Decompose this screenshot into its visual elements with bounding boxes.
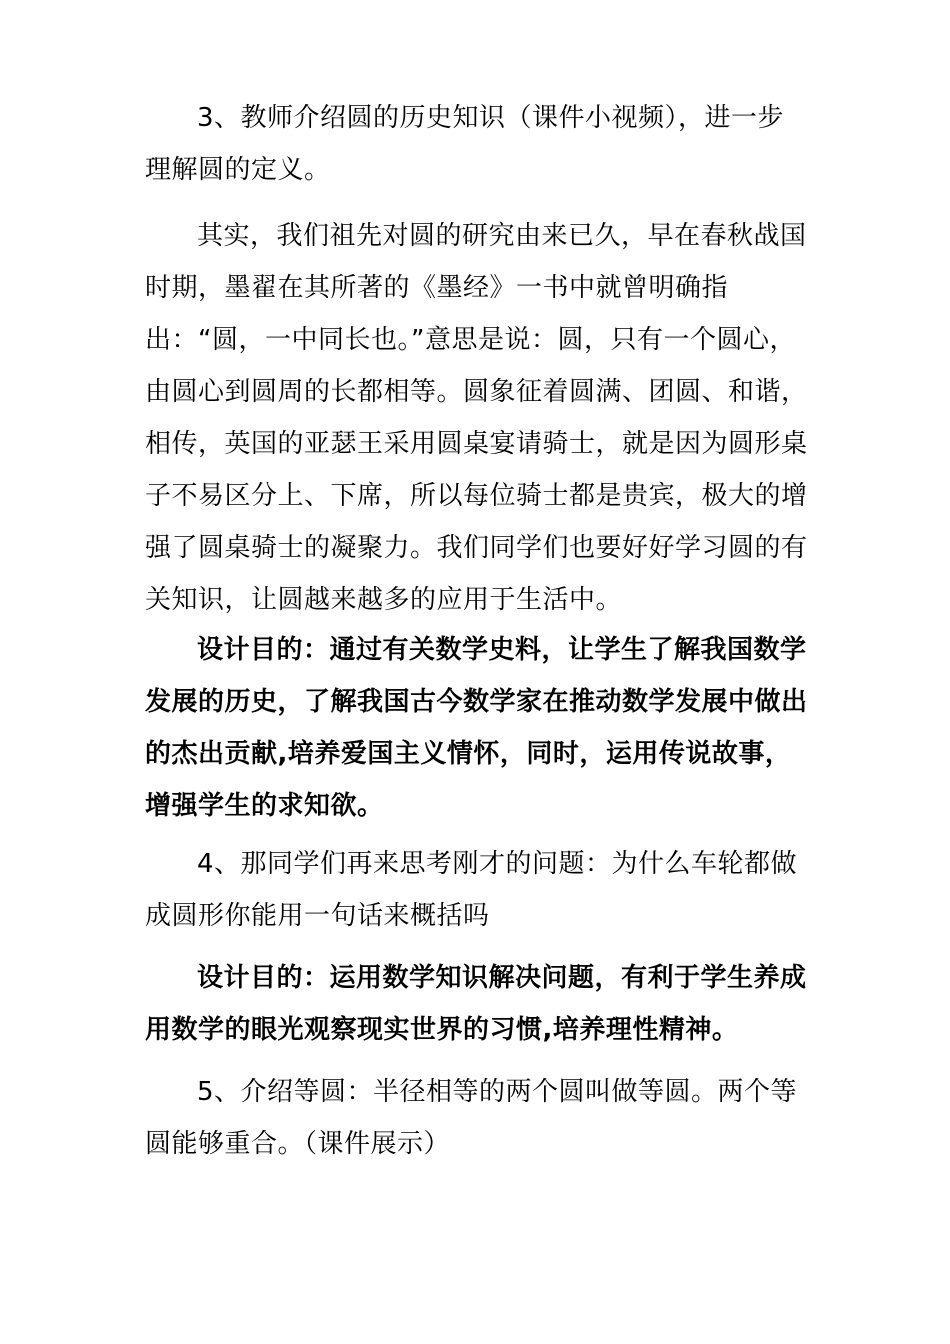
paragraph-design-purpose-2: 设计目的：运用数学知识解决问题，有利于学生养成用数学的眼光观察现实世界的习惯,培养理性精神。: [145, 963, 807, 1045]
paragraph-design-purpose-1: 设计目的：通过有关数学史料，让学生了解我国数学发展的历史，了解我国古今数学家在推动数学发展中做出的杰出贡献,培养爱国主义情怀，同时，运用传说故事，增强学生的求知欲。: [145, 635, 808, 821]
paragraph-step-4: 4、那同学们再来思考刚才的问题：为什么车轮都做成圆形你能用一句话来概括吗: [145, 849, 798, 931]
paragraph-step-3: 3、教师介绍圆的历史知识（课件小视频），进一步理解圆的定义。: [145, 103, 785, 185]
paragraph-step-5: 5、介绍等圆：半径相等的两个圆叫做等圆。两个等圆能够重合。（课件展示）: [145, 1077, 798, 1159]
paragraph-circle-history: 其实，我们祖先对圆的研究由来已久，早在春秋战国时期，墨翟在其所著的《墨经》一书中就曾明确指出：“圆，一中同长也。”意思是说：圆，只有一个圆心，由圆心到圆周的长都相等。圆象征着圆满、团圆、和谐，相传，英国的亚瑟王采用圆桌宴请骑士，就是因为圆形桌子不易区分上、下席，所以每位骑士都是贵宾，极大的增强了圆桌骑士的凝聚力。我们同学们也要好好学习圆的有关知识，让圆越来越多的应用于生活中。: [145, 221, 808, 615]
